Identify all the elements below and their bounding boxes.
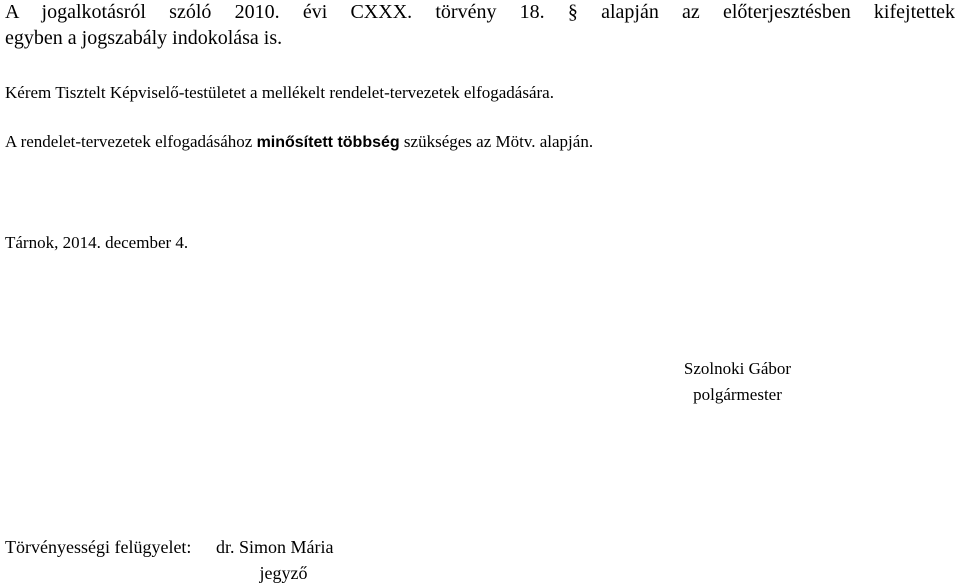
majority-emphasis: minősített többség [256, 134, 400, 151]
majority-paragraph [5, 131, 593, 154]
legal-supervision-row [5, 536, 191, 558]
intro-paragraph-line-2: egyben a jogszabály indokolása is. [5, 27, 283, 49]
majority-text-after: szükséges az Mötv. alapján. [399, 132, 594, 151]
intro-paragraph-line-1: A jogalkotásról szóló 2010. évi CXXX. törvény 18. § alapján az előterjesztésben kifejtettek [5, 1, 955, 23]
notary-name: dr. Simon Mária [216, 537, 334, 557]
mayor-title: polgármester [693, 385, 782, 404]
notary-title: jegyző [259, 563, 308, 583]
majority-text-before: A rendelet-tervezetek elfogadásához [5, 132, 257, 151]
mayor-name: Szolnoki Gábor [683, 359, 792, 378]
request-paragraph: Kérem Tisztelt Képviselő-testületet a mellékelt rendelet-tervezetek elfogadására. [5, 83, 554, 102]
legal-supervision-label: Törvényességi felügyelet: [5, 537, 192, 557]
place-and-date: Tárnok, 2014. december 4. [5, 233, 189, 252]
